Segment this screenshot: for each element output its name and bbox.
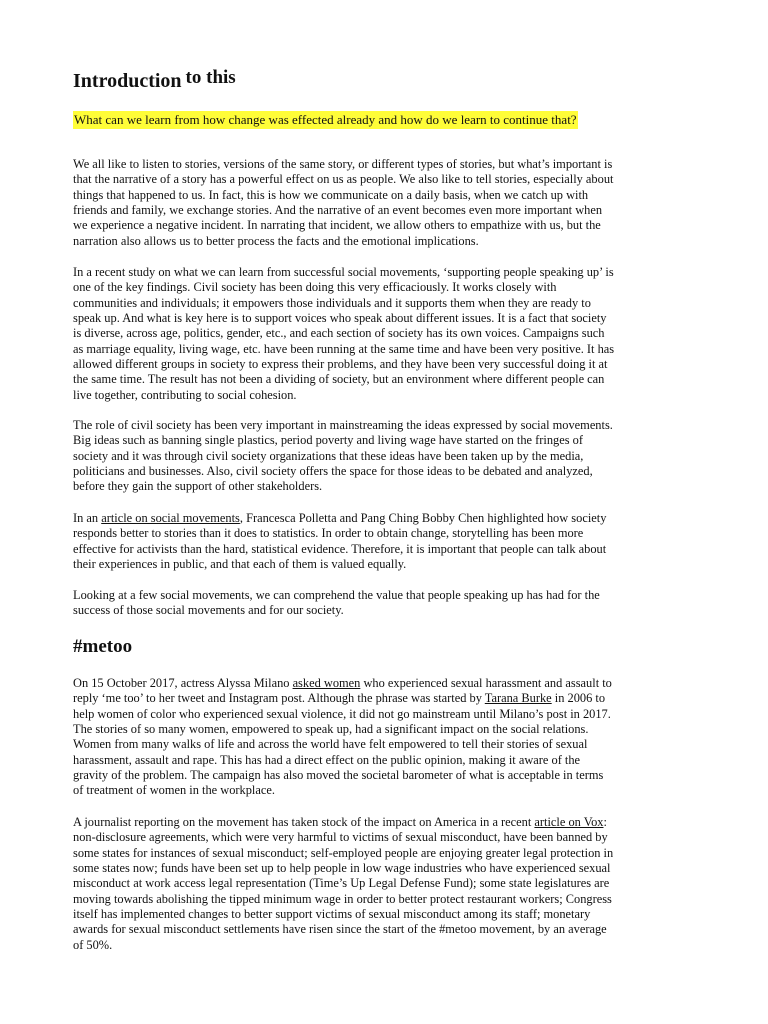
text-line: things that happened to us. In fact, this is how we communicate on a daily basis, when we catch up with <box>73 187 589 202</box>
paragraph-recent-study <box>73 265 703 403</box>
text-fragment: in 2006 to <box>551 691 606 706</box>
text-line: help women of color who experienced sexual violence, it did not go mainstream until Milano’s post in 2017. <box>73 706 611 721</box>
text-fragment: : <box>603 815 607 829</box>
text-line: responds better to stories than it does to statistics. In order to obtain change, storytelling has been more <box>73 526 584 541</box>
paragraph-looking <box>73 588 703 619</box>
text-line: live together, contributing to social cohesion. <box>73 387 297 402</box>
text-line: friends and family, we exchange stories. And the narrative of an event becomes even more important when <box>73 203 603 218</box>
text-line: narration also allows us to better process the facts and the emotional implications. <box>73 233 479 248</box>
text-line: gravity of the problem. The campaign has also moved the societal barometer of what is acceptable in terms <box>73 768 604 783</box>
paragraph-article <box>73 511 703 572</box>
text-line: moving towards abolishing the tipped minimum wage in order to better protect restaurant workers; Congress <box>73 891 612 906</box>
text-fragment: who experienced sexual harassment and assault to <box>360 676 612 690</box>
paragraph-metoo-origin <box>73 676 703 799</box>
text-line <box>73 676 703 691</box>
text-line: as marriage equality, living wage, etc. have been running at the same time and have been very positive. It has <box>73 341 615 356</box>
article-on-social-movements-link[interactable]: article on social movements <box>101 511 240 525</box>
text-fragment: In an <box>73 511 102 525</box>
text-line: society and it was through civil society organizations that these ideas have been taken up by the media, <box>73 448 584 463</box>
text-fragment: A journalist reporting on the movement has taken stock of the impact on America in a recent <box>73 815 535 829</box>
text-line: that the narrative of a story has a powerful effect on us as people. We also like to tell stories, especially about <box>73 172 614 187</box>
text-line: one of the key findings. Civil society has been doing this very efficaciously. It works closely with <box>73 280 557 295</box>
title-part-introduction: Introduction <box>73 70 182 92</box>
text-fragment: , Francesca Polletta and Pang Ching Bobby Chen highlighted how society <box>239 511 607 525</box>
text-line: some states for instances of sexual misconduct; self-employed people are enjoying greater legal protection in <box>73 845 614 860</box>
text-line <box>73 691 703 706</box>
text-line: misconduct at work access legal representation (Time’s Up Legal Defense Fund); some state legislatures are <box>73 876 610 891</box>
text-line: Women from many walks of life and across the world have felt empowered to tell their stories of sexual <box>73 737 588 752</box>
text-line: of treatment of women in the workplace. <box>73 783 275 798</box>
text-line: harassment, assault and rape. This has had a direct effect on the public opinion, making it aware of the <box>73 752 581 767</box>
text-line: success of those social movements and for our society. <box>73 603 344 618</box>
text-line: some states now; funds have been set up to help people in low wage industries who have experienced sexual <box>73 861 611 876</box>
paragraph-stories <box>73 157 703 249</box>
text-line: politicians and businesses. Also, civil society offers the space for those ideas to be debated and analyzed, <box>73 464 593 479</box>
text-line: speak up. And what is key here is to support voices who speak about different issues. It is a fact that society <box>73 311 607 326</box>
paragraph-civil-society <box>73 418 703 495</box>
text-fragment: reply ‘me too’ to her tweet and Instagram post. Although the phrase was started by <box>73 691 485 706</box>
text-line: of 50%. <box>73 937 113 952</box>
text-line: We all like to listen to stories, versions of the same story, or different types of stories, but what’s important is <box>73 157 613 171</box>
text-line: itself has implemented changes to better support victims of sexual misconduct among its staff; monetary <box>73 907 591 922</box>
text-line: allowed different groups in society to express their problems, and they have been very successful doing it at <box>73 357 608 372</box>
text-line: The stories of so many women, empowered to speak up, had a significant impact on the social relations. <box>73 722 589 737</box>
section-heading-metoo: #metoo <box>73 636 133 657</box>
tarana-burke-link[interactable]: Tarana Burke <box>484 691 552 706</box>
text-line: is diverse, across age, politics, gender, etc., and each section of society has its own voices. Campaigns such <box>73 326 605 341</box>
page-title <box>73 67 236 93</box>
asked-women-link[interactable]: asked women <box>292 676 361 690</box>
text-line <box>73 511 703 526</box>
text-line: In a recent study on what we can learn from successful social movements, ‘supporting people speaking up’ is <box>73 265 614 279</box>
text-line <box>73 815 703 830</box>
text-fragment: On 15 October 2017, actress Alyssa Milano <box>73 676 293 690</box>
text-line: awards for sexual misconduct settlements have risen since the start of the #metoo movement, by an average <box>73 922 607 937</box>
text-line: we experience a negative incident. In narrating that incident, we allow others to empathize with us, but the <box>73 218 601 233</box>
text-line: effective for activists than the hard, statistical evidence. Therefore, it is important that people can talk about <box>73 541 607 556</box>
paragraph-journalist-report <box>73 815 703 953</box>
text-line: Big ideas such as banning single plastics, period poverty and living wage have started on the fringes of <box>73 433 583 448</box>
text-line: their experiences in public, and that each of them is valued equally. <box>73 557 407 572</box>
article-on-vox-link[interactable]: article on Vox <box>534 815 604 829</box>
title-part-to-this: to this <box>185 67 236 88</box>
text-line: non-disclosure agreements, which were very harmful to victims of sexual misconduct, have been banned by <box>73 830 608 845</box>
text-line: Looking at a few social movements, we can comprehend the value that people speaking up has had for the <box>73 588 600 602</box>
text-line: communities and individuals; it empowers those individuals and it supports them when they are ready to <box>73 295 591 310</box>
text-line: before they gain the support of other stakeholders. <box>73 479 323 494</box>
text-line: The role of civil society has been very important in mainstreaming the ideas expressed by social movements. <box>73 418 613 432</box>
highlighted-question: What can we learn from how change was effected already and how do we learn to continue that? <box>74 112 577 127</box>
text-line: the same time. The result has not been a dividing of society, but an environment where different people can <box>73 372 605 387</box>
